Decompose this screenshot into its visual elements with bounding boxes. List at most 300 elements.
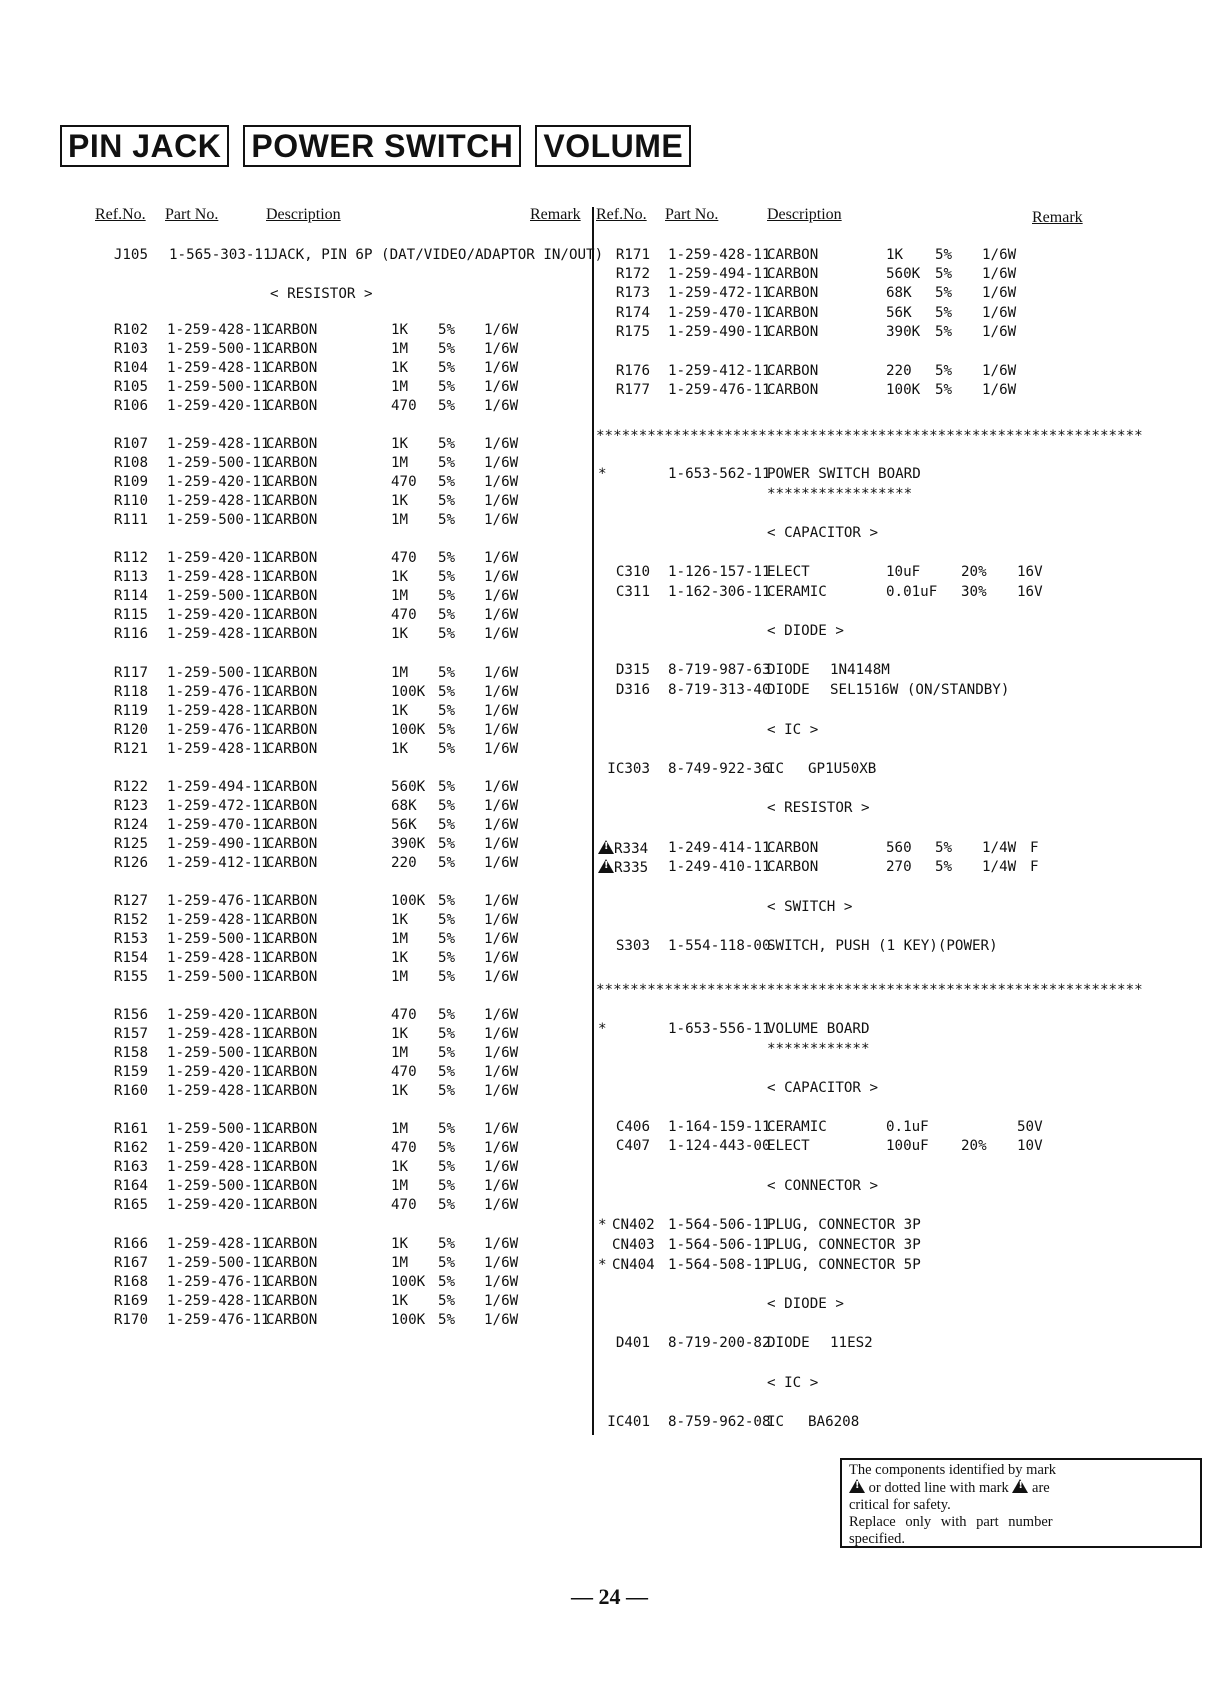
- part-no: 1-259-500-11: [167, 341, 270, 357]
- description: CARBON: [266, 626, 318, 642]
- warning-triangle-icon: [849, 1479, 865, 1493]
- ref-no: R171: [615, 247, 650, 263]
- part-no: 1-259-500-11: [167, 1121, 270, 1137]
- wattage: 1/6W: [484, 1312, 519, 1328]
- value: 0.01uF: [886, 584, 938, 600]
- value: 1M: [391, 379, 409, 395]
- ref-no: R124: [113, 817, 148, 833]
- description: CARBON: [767, 840, 819, 856]
- description: CARBON: [266, 741, 318, 757]
- part-no: 1-259-500-11: [167, 969, 270, 985]
- ref-no: R121: [113, 741, 148, 757]
- ref-no: CN403: [612, 1237, 655, 1253]
- wattage: 1/6W: [982, 324, 1017, 340]
- part-no: 1-259-470-11: [167, 817, 270, 833]
- value: 100K: [391, 684, 426, 700]
- tolerance: 5%: [438, 1159, 456, 1175]
- wattage: 1/6W: [484, 398, 519, 414]
- ref-no: R109: [113, 474, 148, 490]
- part-no: 1-259-500-11: [167, 931, 270, 947]
- ref-no: R177: [615, 382, 650, 398]
- wattage: 1/6W: [484, 341, 519, 357]
- ref-no: R108: [113, 455, 148, 471]
- tolerance: 5%: [438, 512, 456, 528]
- warning-triangle-icon: [1012, 1479, 1028, 1493]
- value: 1K: [391, 1293, 409, 1309]
- part-no: 1-259-412-11: [668, 363, 771, 379]
- part-row-ic401: [0, 1414, 860, 1434]
- wattage: 1/6W: [484, 360, 519, 376]
- description: IC: [767, 1414, 785, 1430]
- ref-no: R152: [113, 912, 148, 928]
- tolerance: 5%: [438, 969, 456, 985]
- value: 100uF: [886, 1138, 929, 1154]
- part-no: 1-259-428-11: [167, 322, 270, 338]
- value: 1M: [391, 969, 409, 985]
- part-no: 1-259-420-11: [167, 1007, 270, 1023]
- ref-no: R114: [113, 588, 148, 604]
- tolerance: 5%: [438, 893, 456, 909]
- part-no: 1-259-476-11: [167, 1312, 270, 1328]
- part-no: 1-259-470-11: [668, 305, 771, 321]
- tolerance: 5%: [438, 1178, 456, 1194]
- description: CARBON: [266, 1083, 318, 1099]
- description: CARBON: [266, 512, 318, 528]
- wattage: 1/6W: [484, 607, 519, 623]
- part-no: 1-249-414-11: [668, 840, 771, 856]
- wattage: 1/6W: [484, 893, 519, 909]
- ref-no: R122: [113, 779, 148, 795]
- wattage: 1/6W: [484, 1293, 519, 1309]
- part-no: 8-759-962-08: [668, 1414, 771, 1430]
- description: CARBON: [266, 665, 318, 681]
- ref-no: R172: [615, 266, 650, 282]
- description: CARBON: [266, 1140, 318, 1156]
- part-no: 1-259-428-11: [167, 912, 270, 928]
- value: 1K: [391, 436, 409, 452]
- description: DIODE: [767, 682, 810, 698]
- tolerance: 5%: [438, 398, 456, 414]
- description: CARBON: [266, 1274, 318, 1290]
- description: CARBON: [266, 1045, 318, 1061]
- board-mark: *: [598, 466, 607, 482]
- ref-no: R168: [113, 1274, 148, 1290]
- description: CARBON: [266, 893, 318, 909]
- tolerance: 5%: [438, 817, 456, 833]
- ref-no: C311: [615, 584, 650, 600]
- part-no: 1-259-500-11: [167, 665, 270, 681]
- part-no: 1-259-428-11: [167, 360, 270, 376]
- part-no: 1-259-428-11: [167, 1236, 270, 1252]
- part-no: 1-259-428-11: [167, 950, 270, 966]
- title-pin-jack: PIN JACK: [60, 125, 229, 167]
- description: DIODE: [767, 662, 810, 678]
- ref-no: R166: [113, 1236, 148, 1252]
- value: SEL1516W (ON/STANDBY): [830, 682, 1010, 698]
- ic-section-label-vol: < IC >: [767, 1375, 819, 1391]
- value: 68K: [886, 285, 912, 301]
- part-no: 1-259-494-11: [167, 779, 270, 795]
- part-no: 8-749-922-36: [668, 761, 771, 777]
- tolerance: 5%: [438, 493, 456, 509]
- value: 1M: [391, 1045, 409, 1061]
- value: 11ES2: [830, 1335, 873, 1351]
- wattage: 1/4W: [982, 859, 1017, 875]
- switch-section-label: < SWITCH >: [767, 899, 853, 915]
- tolerance: 5%: [438, 950, 456, 966]
- value: 390K: [886, 324, 921, 340]
- voltage: 10V: [1017, 1138, 1043, 1154]
- description: ELECT: [767, 564, 810, 580]
- tolerance: 5%: [935, 266, 953, 282]
- part-no: 1-259-412-11: [167, 855, 270, 871]
- description: CARBON: [767, 859, 819, 875]
- tolerance: 5%: [438, 912, 456, 928]
- wattage: 1/6W: [484, 512, 519, 528]
- tolerance: 5%: [438, 474, 456, 490]
- tolerance: 5%: [438, 626, 456, 642]
- description: ELECT: [767, 1138, 810, 1154]
- capacitor-section-label-vol: < CAPACITOR >: [767, 1080, 879, 1096]
- value: 1K: [391, 1083, 409, 1099]
- tolerance: 5%: [935, 324, 953, 340]
- description: CARBON: [266, 322, 318, 338]
- ref-no: R165: [113, 1197, 148, 1213]
- page-number: — 24 —: [571, 1584, 648, 1609]
- tolerance: 5%: [438, 1293, 456, 1309]
- mark: *: [598, 1257, 607, 1273]
- tolerance: 5%: [438, 1064, 456, 1080]
- page-titles: [60, 125, 691, 167]
- ref-no: R175: [615, 324, 650, 340]
- value: 220: [391, 855, 417, 871]
- wattage: 1/6W: [484, 722, 519, 738]
- value: 1K: [391, 912, 409, 928]
- ref-no: D316: [615, 682, 650, 698]
- wattage: 1/6W: [484, 626, 519, 642]
- wattage: 1/6W: [484, 550, 519, 566]
- part-no: 1-259-476-11: [167, 1274, 270, 1290]
- tolerance: 5%: [935, 305, 953, 321]
- description: CARBON: [266, 1064, 318, 1080]
- value: 100K: [391, 1312, 426, 1328]
- description: VOLUME BOARD: [767, 1021, 870, 1037]
- wattage: 1/6W: [484, 322, 519, 338]
- diode-section-label: < DIODE >: [767, 623, 844, 639]
- tolerance: 5%: [438, 1312, 456, 1328]
- notice-line-2: [849, 1479, 1193, 1497]
- value: 1K: [391, 1236, 409, 1252]
- part-no: 1-259-472-11: [668, 285, 771, 301]
- tolerance: 5%: [438, 798, 456, 814]
- description: CARBON: [266, 550, 318, 566]
- part-no: 1-259-428-11: [167, 741, 270, 757]
- ref-no: R174: [615, 305, 650, 321]
- diode-section-label-vol: < DIODE >: [767, 1296, 844, 1312]
- tolerance: 5%: [438, 1140, 456, 1156]
- tolerance: 5%: [438, 703, 456, 719]
- tolerance: 5%: [935, 859, 953, 875]
- part-no: 1-259-420-11: [167, 550, 270, 566]
- wattage: 1/4W: [982, 840, 1017, 856]
- voltage: 50V: [1017, 1119, 1043, 1135]
- ref-no: R113: [113, 569, 148, 585]
- description: JACK, PIN 6P (DAT/VIDEO/ADAPTOR IN/OUT): [270, 247, 604, 263]
- description: CARBON: [266, 1007, 318, 1023]
- value: 470: [391, 1007, 417, 1023]
- wattage: 1/6W: [484, 1140, 519, 1156]
- ref-no: R120: [113, 722, 148, 738]
- tolerance: 5%: [438, 341, 456, 357]
- part-no: 8-719-313-40: [668, 682, 771, 698]
- tolerance: 5%: [438, 741, 456, 757]
- ref-no: R154: [113, 950, 148, 966]
- description: CARBON: [266, 798, 318, 814]
- tolerance: 5%: [438, 607, 456, 623]
- description: CARBON: [266, 379, 318, 395]
- ref-no: R123: [113, 798, 148, 814]
- part-no: 1-259-428-11: [167, 1083, 270, 1099]
- value: 470: [391, 1140, 417, 1156]
- description: CARBON: [266, 341, 318, 357]
- wattage: 1/6W: [484, 1064, 519, 1080]
- wattage: 1/6W: [982, 363, 1017, 379]
- part-no: 1-653-562-11: [668, 466, 771, 482]
- description: CARBON: [266, 569, 318, 585]
- description: CARBON: [266, 684, 318, 700]
- ref-no: D401: [615, 1335, 650, 1351]
- tolerance: 5%: [438, 855, 456, 871]
- voltage: 16V: [1017, 564, 1043, 580]
- part-no: 1-259-490-11: [668, 324, 771, 340]
- board-underline-stars: *****************: [767, 486, 913, 502]
- value: 1K: [391, 1159, 409, 1175]
- description: CARBON: [266, 360, 318, 376]
- ref-no: R176: [615, 363, 650, 379]
- part-no: 1-259-428-11: [167, 569, 270, 585]
- part-no: 1-259-500-11: [167, 1255, 270, 1271]
- ref-no: R162: [113, 1140, 148, 1156]
- value: 68K: [391, 798, 417, 814]
- value: 1M: [391, 665, 409, 681]
- part-no: 1-249-410-11: [668, 859, 771, 875]
- part-row-d401: [0, 1335, 873, 1355]
- title-power-switch: POWER SWITCH: [243, 125, 521, 167]
- wattage: 1/6W: [484, 1083, 519, 1099]
- ref-no: R107: [113, 436, 148, 452]
- value: 390K: [391, 836, 426, 852]
- header-desc-left: Description: [266, 206, 341, 223]
- description: CARBON: [767, 382, 819, 398]
- separator-stars-1: ****************************************************************: [596, 428, 1143, 444]
- ref-no: R157: [113, 1026, 148, 1042]
- header-ref-right: Ref.No.: [596, 206, 647, 223]
- description: CARBON: [266, 1312, 318, 1328]
- description: SWITCH, PUSH (1 KEY)(POWER): [767, 938, 998, 954]
- part-no: 1-162-306-11: [668, 584, 771, 600]
- description: CARBON: [266, 836, 318, 852]
- description: CARBON: [266, 912, 318, 928]
- part-no: 1-259-476-11: [668, 382, 771, 398]
- tolerance: 5%: [935, 285, 953, 301]
- description: CARBON: [767, 363, 819, 379]
- part-row-ic303: [0, 761, 877, 781]
- description: CARBON: [266, 1236, 318, 1252]
- ref-no: R153: [113, 931, 148, 947]
- tolerance: 5%: [935, 840, 953, 856]
- description: CARBON: [266, 855, 318, 871]
- tolerance: 5%: [438, 569, 456, 585]
- part-no: 1-259-428-11: [167, 436, 270, 452]
- value: 0.1uF: [886, 1119, 929, 1135]
- part-no: 1-259-428-11: [167, 626, 270, 642]
- tolerance: 5%: [438, 684, 456, 700]
- description: CARBON: [266, 1255, 318, 1271]
- safety-notice: [840, 1458, 1202, 1548]
- part-no: 1-564-506-11: [668, 1217, 771, 1233]
- wattage: 1/6W: [484, 798, 519, 814]
- description: CARBON: [266, 436, 318, 452]
- ref-no: R125: [113, 836, 148, 852]
- value: 1K: [391, 741, 409, 757]
- remark: F: [1030, 840, 1039, 856]
- ref-no: R118: [113, 684, 148, 700]
- tolerance: 5%: [438, 1026, 456, 1042]
- part-no: 1-259-420-11: [167, 1140, 270, 1156]
- tolerance: 5%: [438, 550, 456, 566]
- wattage: 1/6W: [484, 1178, 519, 1194]
- description: CARBON: [767, 247, 819, 263]
- wattage: 1/6W: [484, 1159, 519, 1175]
- header-remark-left: Remark: [530, 206, 581, 223]
- ref-no: R119: [113, 703, 148, 719]
- description: CARBON: [266, 493, 318, 509]
- wattage: 1/6W: [484, 684, 519, 700]
- description: CARBON: [266, 474, 318, 490]
- description: CARBON: [266, 969, 318, 985]
- description: CARBON: [266, 950, 318, 966]
- tolerance: 5%: [438, 1255, 456, 1271]
- tolerance: 20%: [961, 564, 987, 580]
- ref-no: IC401: [607, 1414, 650, 1430]
- part-no: 1-259-428-11: [167, 493, 270, 509]
- description: CARBON: [266, 1178, 318, 1194]
- notice-line-5: specified.: [849, 1531, 905, 1547]
- ref-no: R126: [113, 855, 148, 871]
- wattage: 1/6W: [484, 969, 519, 985]
- value: 1K: [391, 493, 409, 509]
- wattage: 1/6W: [484, 1197, 519, 1213]
- part-no: 1-259-420-11: [167, 1197, 270, 1213]
- tolerance: 5%: [438, 436, 456, 452]
- tolerance: 5%: [438, 665, 456, 681]
- part-no: 1-259-420-11: [167, 474, 270, 490]
- ref-no: C310: [615, 564, 650, 580]
- part-no: 1-259-500-11: [167, 1178, 270, 1194]
- wattage: 1/6W: [484, 779, 519, 795]
- ref-no: R167: [113, 1255, 148, 1271]
- description: CERAMIC: [767, 1119, 827, 1135]
- ref-text: R334: [614, 841, 649, 857]
- description: CARBON: [266, 1197, 318, 1213]
- value: 1M: [391, 931, 409, 947]
- warning-triangle-icon: [598, 840, 614, 854]
- value: 470: [391, 1197, 417, 1213]
- ref-no: R155: [113, 969, 148, 985]
- tolerance: 5%: [438, 779, 456, 795]
- ref-no: J105: [113, 247, 148, 263]
- description: CARBON: [266, 455, 318, 471]
- description: CARBON: [767, 305, 819, 321]
- ref-no: CN404: [612, 1257, 655, 1273]
- ref-no: R156: [113, 1007, 148, 1023]
- header-desc-right: Description: [767, 206, 842, 223]
- description: PLUG, CONNECTOR 5P: [767, 1257, 921, 1273]
- ref-no: IC303: [607, 761, 650, 777]
- tolerance: 5%: [438, 588, 456, 604]
- value: 100K: [391, 893, 426, 909]
- wattage: 1/6W: [982, 285, 1017, 301]
- part-no: 1-259-476-11: [167, 684, 270, 700]
- part-no: 1-259-490-11: [167, 836, 270, 852]
- tolerance: 5%: [438, 379, 456, 395]
- header-part-left: Part No.: [165, 206, 219, 223]
- value: 1M: [391, 588, 409, 604]
- ref-no: R115: [113, 607, 148, 623]
- resistor-section-label-right: < RESISTOR >: [767, 800, 870, 816]
- value: 560K: [886, 266, 921, 282]
- wattage: 1/6W: [484, 817, 519, 833]
- board-underline-stars: ************: [767, 1041, 870, 1057]
- ref-no: R105: [113, 379, 148, 395]
- tolerance: 5%: [438, 1007, 456, 1023]
- tolerance: 5%: [438, 722, 456, 738]
- column-divider: [592, 207, 594, 1435]
- header-remark-right: Remark: [1032, 209, 1083, 226]
- ref-no: S303: [615, 938, 650, 954]
- tolerance: 5%: [438, 836, 456, 852]
- description: CARBON: [266, 817, 318, 833]
- wattage: 1/6W: [484, 836, 519, 852]
- separator-stars-2: ****************************************************************: [596, 982, 1143, 998]
- value: 470: [391, 607, 417, 623]
- tolerance: 5%: [438, 1236, 456, 1252]
- description: CARBON: [266, 607, 318, 623]
- value: 470: [391, 550, 417, 566]
- wattage: 1/6W: [484, 950, 519, 966]
- value: 220: [886, 363, 912, 379]
- part-no: 1-259-472-11: [167, 798, 270, 814]
- tolerance: 5%: [438, 1197, 456, 1213]
- wattage: 1/6W: [484, 741, 519, 757]
- tolerance: 5%: [935, 363, 953, 379]
- part-no: 1-259-428-11: [167, 1293, 270, 1309]
- notice-line-3: critical for safety.: [849, 1497, 951, 1513]
- description: CARBON: [266, 1026, 318, 1042]
- wattage: 1/6W: [484, 931, 519, 947]
- wattage: 1/6W: [484, 855, 519, 871]
- value: 1M: [391, 512, 409, 528]
- description: CERAMIC: [767, 584, 827, 600]
- ref-no: R161: [113, 1121, 148, 1137]
- part-no: 1-259-500-11: [167, 379, 270, 395]
- part-no: 1-259-476-11: [167, 893, 270, 909]
- tolerance: 5%: [438, 322, 456, 338]
- part-no: 1-554-118-00: [668, 938, 771, 954]
- value: 1K: [391, 360, 409, 376]
- part-no: 1-564-508-11: [668, 1257, 771, 1273]
- wattage: 1/6W: [484, 1026, 519, 1042]
